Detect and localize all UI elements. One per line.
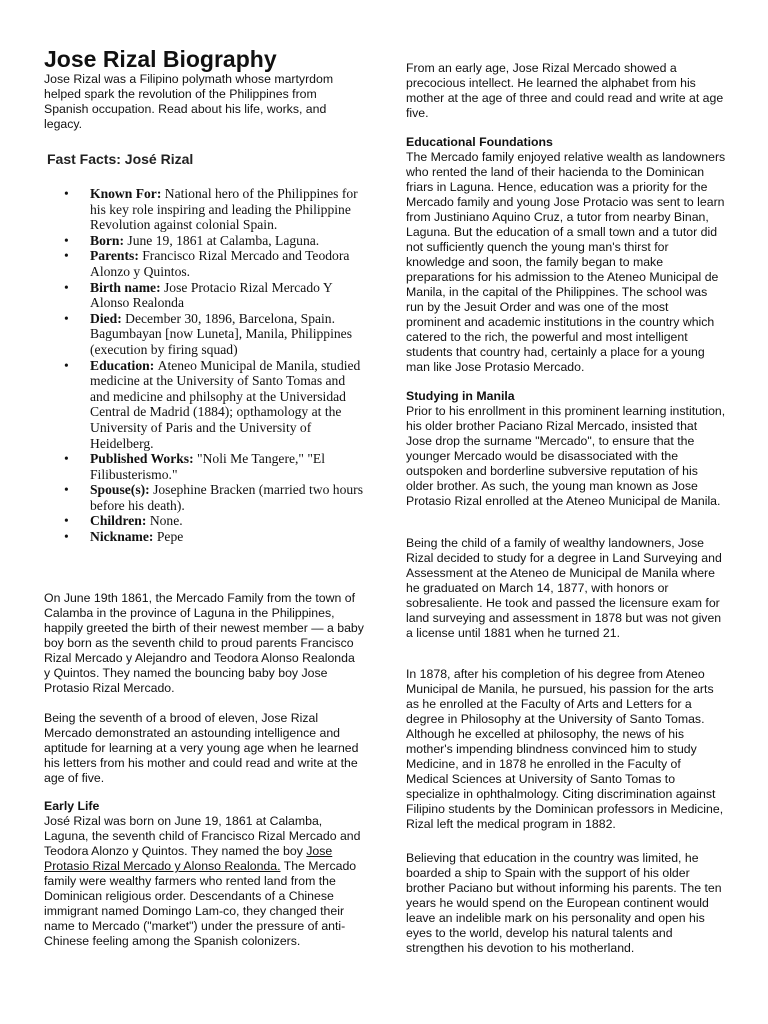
fact-value: Ateneo Municipal de Manila, studied medicine at the University of Santo Tomas and and medicine and philsophy at the Universidad Central de Madrid (1884); opthamology at the University of Paris and the University of Heidelberg. [90, 357, 361, 451]
seventh-child-paragraph: Being the seventh of a brood of eleven, Jose Rizal Mercado demonstrated an astounding intelligence and aptitude for learning at a very young age when he learned his letters from his mother and could read and write at the age of five. [44, 711, 359, 785]
spain-voyage-paragraph: Believing that education in the country was limited, he boarded a ship to Spain with the support of his older brother Paciano but without informing his parents. The ten years he would spend on the European continent would leave an indelible mark on his personality and open his eyes to the world, develop his natural talents and strengthen his devotion to his motherland. [406, 851, 722, 955]
fact-key: Spouse(s) [90, 482, 146, 498]
fact-value: Josephine Bracken (married two hours before his death). [90, 482, 363, 513]
fact-parents: • Parents: Francisco Rizal Mercado and Teodora Alonzo y Quintos. [64, 248, 364, 279]
early-life-paragraph: José Rizal was born on June 19, 1861 at Calamba, Laguna, the seventh child of Francisco Rizal Mercado and Teodora Alonzo y Quintos. They named the boy Jose Protasio Rizal Mercado y Alonso Realonda. The Mercado family were wealthy farmers who rented land from the Dominican religious order. Descendants of a Chinese immigrant named Domingo Lam-co, they changed their name to Mercado ("market") under the pressure of anti-Chinese feeling among the Spanish colonizers. [44, 814, 361, 948]
fact-birth-name: • Birth name: Jose Protacio Rizal Mercado Y Alonso Realonda [64, 280, 364, 311]
fast-facts-heading: Fast Facts: José Rizal [47, 151, 194, 167]
fact-published-works: • Published Works: "Noli Me Tangere," "El Filibusterismo." [64, 451, 364, 482]
fact-key: Education [90, 357, 150, 373]
fact-born: • Born: June 19, 1861 at Calamba, Laguna. [64, 233, 364, 249]
birth-name-link[interactable]: Jose Protasio Rizal Mercado y Alonso Realonda. [44, 844, 333, 873]
birth-paragraph: On June 19th 1861, the Mercado Family from the town of Calamba in the province of Laguna in the Philippines, happily greeted the birth of their newest member — a baby boy born as the seventh child to proud parents Francisco Rizal Mercado y Alejandro and Teodora Alonso Realonda y Quintos. They named the bouncing baby boy Jose Protasio Rizal Mercado. [44, 591, 364, 695]
fact-value: None. [149, 513, 183, 529]
fact-education: • Education: Ateneo Municipal de Manila, studied medicine at the University of Santo Tomas and and medicine and philsophy at the Universidad Central de Madrid (1884); opthamology at the University of Paris and the University of Heidelberg. [64, 358, 364, 452]
fact-key: Born [90, 232, 120, 248]
early-age-paragraph: From an early age, Jose Rizal Mercado showed a precocious intellect. He learned the alphabet from his mother at the age of three and could read and write at age five. [406, 61, 724, 120]
studying-in-manila-paragraph: Prior to his enrollment in this prominent learning institution, his older brother Paciano Rizal Mercado, insisted that Jose drop the surname "Mercado", to ensure that the younger Mercado would be disassociated with the outspoken and borderline subversive reputation of his older brother. As such, the young man known as Jose Protasio Rizal enrolled at the Ateneo Municipal de Manila. [406, 404, 726, 508]
educational-foundations-paragraph: The Mercado family enjoyed relative wealth as landowners who rented the land of their hacienda to the Dominican friars in Laguna. Hence, education was a priority for the Mercado family and young Jose Protacio was sent to learn from Justiniano Aquino Cruz, a tutor from nearby Binan, Laguna. But the education of a small town and a tutor did not sufficiently quench the young man's thirst for knowledge and soon, the family began to make preparations for his admission to the Ateneo Municipal de Manila, in the capital of the Philippines. The school was run by the Jesuit Order and was one of the most prominent and academic institutions in the country which catered to the rich, the powerful and most intelligent students that country had, certainly a place for a young man like Jose Protasio Mercado. [406, 150, 726, 374]
page-title: Jose Rizal Biography [44, 46, 277, 72]
fact-value: Pepe [156, 529, 184, 545]
fact-died: • Died: December 30, 1896, Barcelona, Spain. Bagumbayan [now Luneta], Manila, Philippines (execution by firing squad) [64, 311, 364, 358]
studying-in-manila-heading: Studying in Manila [406, 389, 515, 403]
fact-children: • Children: None. [64, 513, 364, 529]
fact-key: Children [90, 513, 142, 529]
fact-nickname: • Nickname: Pepe [64, 529, 364, 545]
fact-key: Died [90, 310, 118, 326]
fact-known-for: • Known For: National hero of the Philippines for his key role inspiring and leading the Philippine Revolution against colonial Spain. [64, 186, 364, 233]
philosophy-medicine-paragraph: In 1878, after his completion of his degree from Ateneo Municipal de Manila, he pursued, his passion for the arts as he enrolled at the Faculty of Arts and Letters for a degree in Philosophy at the University of Santo Tomas. Although he excelled at philosophy, the news of his mother's impending blindness convinced him to study Medicine, and in 1878 he enrolled in the Faculty of Medical Sciences at University of Santo Tomas to specialize in ophthalmology. Citing discrimination against Filipino students by the Dominican professors in Medicine, Rizal left the medical program in 1882. [406, 667, 724, 831]
fact-key: Birth name [90, 279, 157, 295]
land-surveying-paragraph: Being the child of a family of wealthy landowners, Jose Rizal decided to study for a degree in Land Surveying and Assessment at the Ateneo de Municipal de Manila where he graduated on March 14, 1877, with honors or sobresaliente. He took and passed the licensure exam for land surveying and assessment in 1878 but was not given a license until 1881 when he turned 21. [406, 536, 722, 640]
fact-value: "Noli Me Tangere," "El Filibusterismo." [90, 451, 325, 482]
early-life-heading: Early Life [44, 799, 100, 813]
fast-facts-list [64, 186, 364, 545]
educational-foundations-heading: Educational Foundations [406, 135, 553, 149]
fact-value: Francisco Rizal Mercado and Teodora Alonzo y Quintos. [90, 248, 350, 279]
fact-spouses: • Spouse(s): Josephine Bracken (married two hours before his death). [64, 482, 364, 513]
fact-value: National hero of the Philippines for his key role inspiring and leading the Philippine Revolution against colonial Spain. [90, 186, 358, 233]
fact-key: Parents [90, 248, 135, 264]
fact-value: June 19, 1861 at Calamba, Laguna. [127, 232, 320, 248]
fact-value: December 30, 1896, Barcelona, Spain. Bagumbayan [now Luneta], Manila, Philippines (execution by firing squad) [90, 310, 353, 357]
fact-key: Published Works [90, 451, 190, 467]
intro-paragraph: Jose Rizal was a Filipino polymath whose martyrdom helped spark the revolution of the Philippines from Spanish occupation. Read about his life, works, and legacy. [44, 72, 334, 131]
fact-key: Known For [90, 186, 157, 201]
fact-value: Jose Protacio Rizal Mercado Y Alonso Realonda [90, 279, 333, 311]
fact-key: Nickname [90, 529, 149, 545]
